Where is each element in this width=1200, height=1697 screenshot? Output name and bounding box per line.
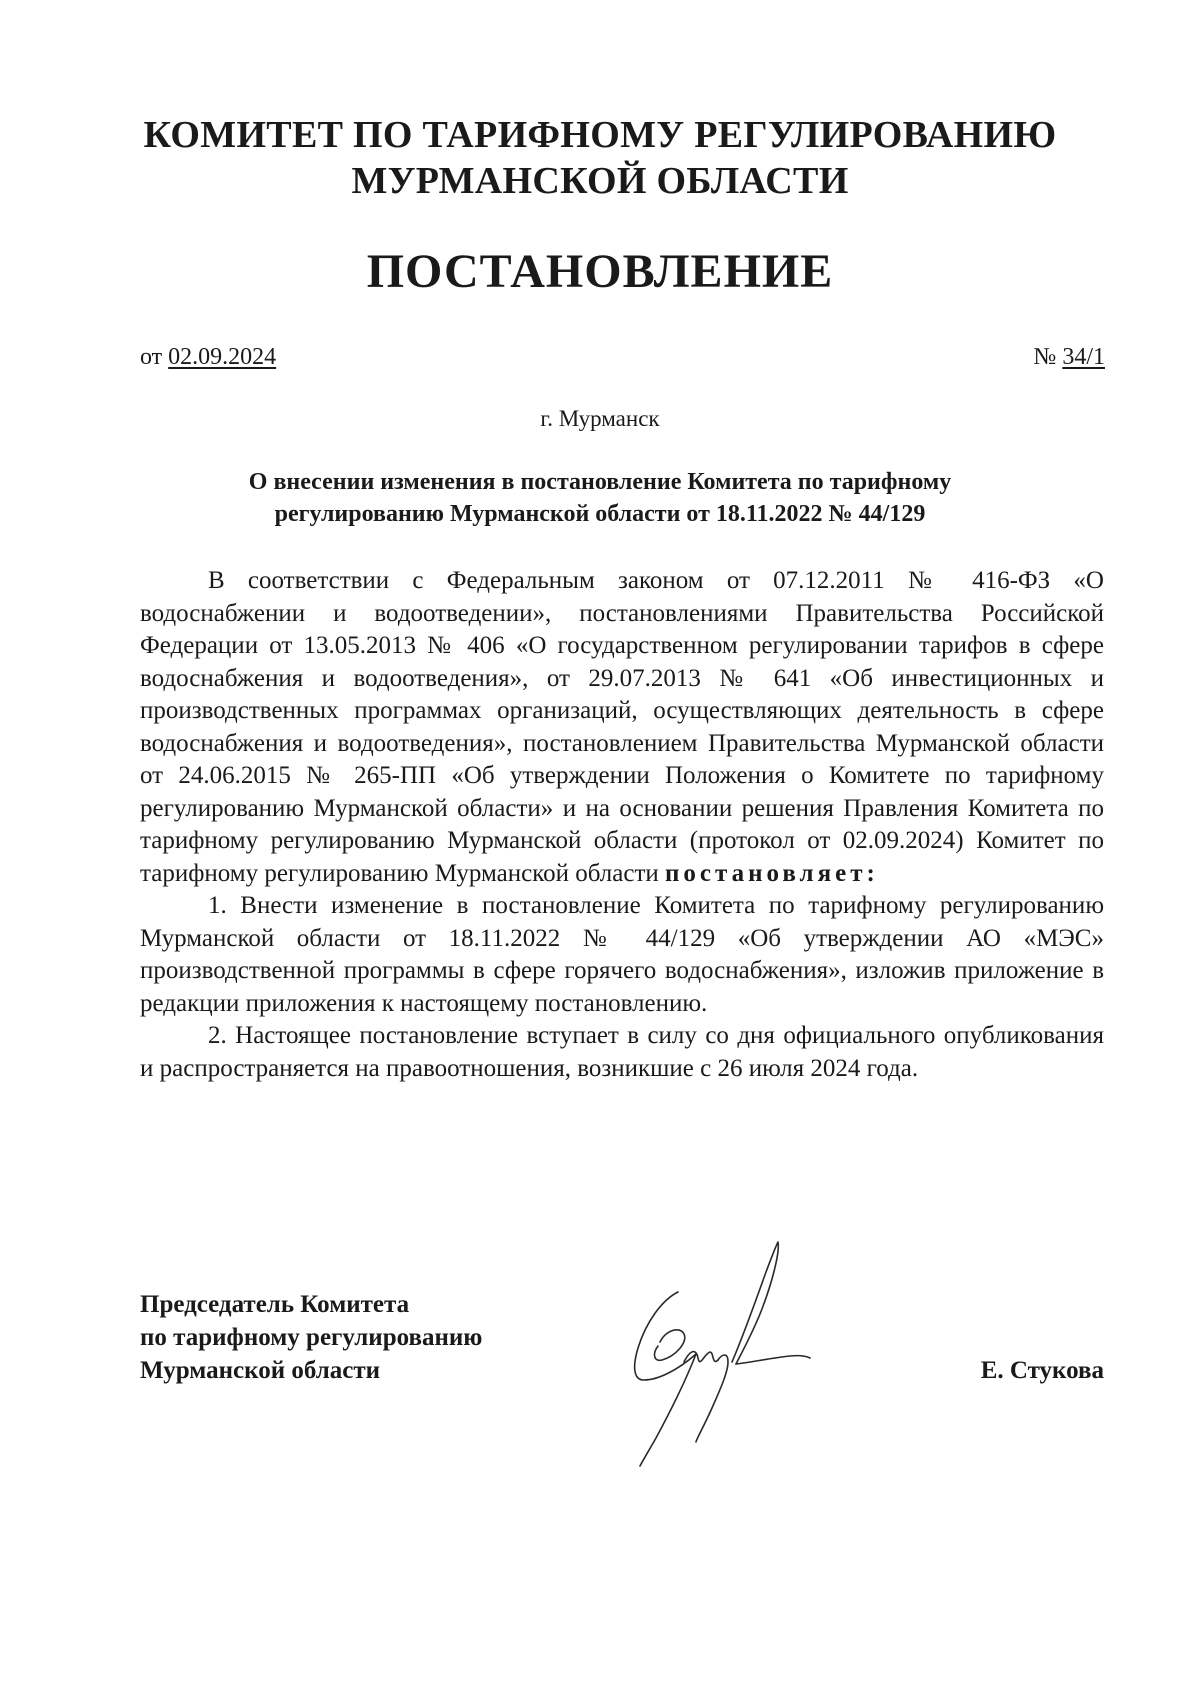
document-number — [1033, 342, 1105, 372]
number-prefix: № — [1033, 344, 1057, 370]
organization-name-line2: МУРМАНСКОЙ ОБЛАСТИ — [351, 160, 849, 202]
subject-line1: О внесении изменения в постановление Комитета по тарифному — [248, 469, 952, 495]
number-value: 34/1 — [1062, 344, 1105, 370]
date-value: 02.09.2024 — [168, 344, 277, 370]
subject-line2: регулированию Мурманской области от 18.11.2022 № 44/129 — [274, 501, 926, 527]
preamble-paragraph — [140, 565, 1104, 890]
document-body — [140, 565, 1104, 1085]
resolves-word: постановляет: — [665, 859, 879, 887]
handwritten-signature-icon — [600, 1230, 830, 1480]
item-2: 2. Настоящее постановление вступает в силу со дня официального опубликования и распространяется на правоотношения, возникшие с 26 июля 2024 года. — [140, 1022, 1104, 1082]
document-type: ПОСТАНОВЛЕНИЕ — [366, 245, 834, 298]
organization-name — [100, 112, 1100, 204]
preamble-text: В соответствии с Федеральным законом от 07.12.2011 № 416-ФЗ «О водоснабжении и водоотведении», постановлениями Правительства Российской Федерации от 13.05.2013 № 406 «О государственном регулировании тарифов в сфере водоснабжения и водоотведения», от 29.07.2013 № 641 «Об инвестиционных и производственных программах организаций, осуществляющих деятельность в сфере водоснабжения и водоотведения», постановлением Правительства Мурманской области от 24.06.2015 № 265-ПП «Об утверждении Положения о Комитете по тарифному регулированию Мурманской области» и на основании решения Правления Комитета по тарифному регулированию Мурманской области (протокол от 02.09.2024) Комитет по тарифному регулированию Мурманской области — [140, 567, 1104, 887]
signatory-title-line3: Мурманской области — [140, 1357, 381, 1384]
date-prefix: от — [140, 344, 163, 370]
signatory-title-line2: по тарифному регулированию — [140, 1324, 483, 1351]
document-date — [140, 342, 276, 372]
item-1: 1. Внести изменение в постановление Комитета по тарифному регулированию Мурманской области от 18.11.2022 № 44/129 «Об утверждении АО «МЭС» производственной программы в сфере горячего водоснабжения», изложив приложение в редакции приложения к настоящему постановлению. — [140, 892, 1104, 1017]
signatory-name: Е. Стукова — [980, 1357, 1104, 1384]
signatory-title — [140, 1288, 482, 1387]
signatory-title-line1: Председатель Комитета — [140, 1291, 410, 1318]
city: г. Мурманск — [540, 406, 660, 431]
document-subject — [160, 466, 1040, 530]
organization-name-line1: КОМИТЕТ ПО ТАРИФНОМУ РЕГУЛИРОВАНИЮ — [143, 114, 1057, 156]
